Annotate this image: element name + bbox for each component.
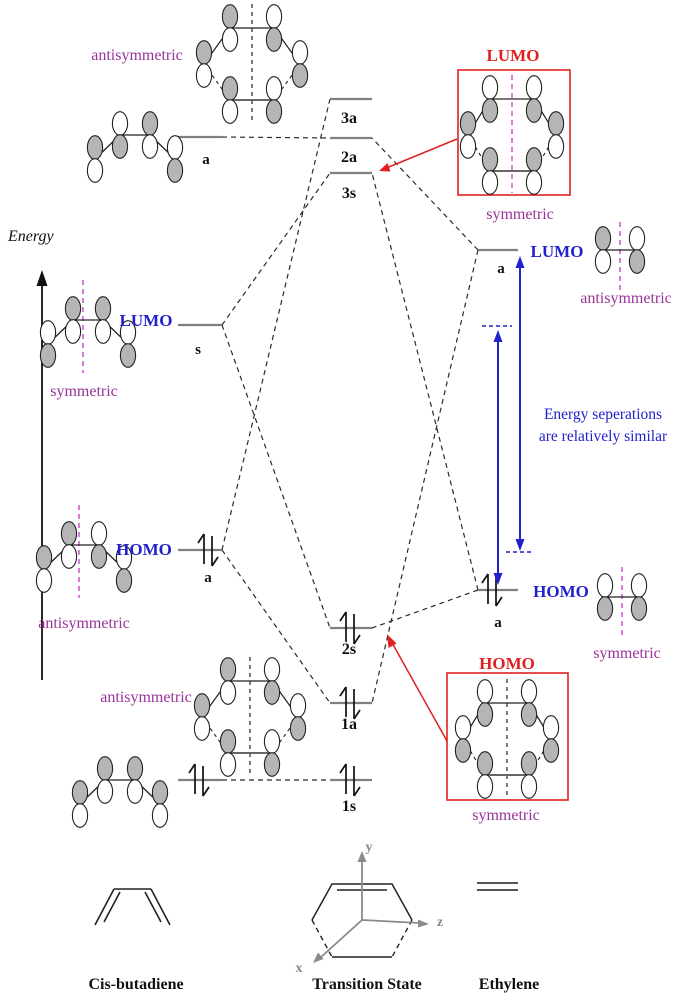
ts-level-2a-label: 2a — [341, 149, 357, 166]
cis-butadiene-structure — [95, 889, 170, 925]
ts-2a-hexagon-orbital — [196, 4, 307, 123]
axis-z-label: z — [436, 915, 444, 930]
butadiene-lumo-label: LUMO — [119, 311, 173, 330]
butadiene-psi4-sym-label: a — [202, 152, 210, 168]
homo-callout-box — [447, 673, 568, 800]
homo-callout-arrow — [387, 634, 447, 741]
ethylene-structure — [477, 883, 518, 890]
ethylene-lumo-sym-label: a — [497, 261, 505, 277]
energy-note-line1: Energy seperations — [543, 406, 663, 423]
ethylene-homo-orbital — [597, 567, 646, 639]
ethylene-name: Ethylene — [478, 976, 540, 993]
electron-pairs — [189, 534, 502, 796]
lumo-box-caption: symmetric — [486, 206, 554, 223]
ethylene-homo-caption: symmetric — [593, 645, 661, 662]
lumo-box-title: LUMO — [486, 46, 540, 65]
ts-level-1s-label: 1s — [341, 798, 357, 815]
ethylene-lumo-label: LUMO — [530, 242, 584, 261]
butadiene-lumo-sym-label: s — [195, 342, 201, 358]
transition-state-name: Transition State — [312, 976, 422, 993]
lumo-callout-box — [458, 70, 570, 195]
homo-box-title: HOMO — [479, 654, 535, 673]
transition-state-structure — [312, 851, 429, 963]
axis-y-label: y — [365, 840, 373, 855]
energy-note-line2: are relatively similar — [538, 428, 668, 445]
butadiene-psi1-orbital — [72, 757, 167, 828]
cis-butadiene-name: Cis-butadiene — [88, 976, 184, 993]
ts-1a-hexagon-orbital — [194, 657, 305, 776]
butadiene-homo-caption: antisymmetric — [38, 615, 130, 632]
butadiene-homo-label: HOMO — [116, 540, 172, 559]
ethylene-lumo-orbital — [595, 222, 644, 292]
axis-x-label: x — [295, 961, 303, 976]
ethylene-homo-sym-label: a — [494, 615, 502, 631]
homo-box-caption: symmetric — [472, 807, 540, 824]
upper-hexagon-caption: antisymmetric — [91, 47, 183, 64]
butadiene-psi4-orbital — [87, 112, 182, 183]
butadiene-lumo-caption: symmetric — [50, 383, 118, 400]
ts-level-2s-label: 2s — [341, 641, 357, 658]
energy-axis-label: Energy — [8, 228, 54, 245]
ts-level-1a-label: 1a — [341, 716, 357, 733]
ts-level-3a-label: 3a — [341, 110, 357, 127]
lower-hexagon-caption: antisymmetric — [100, 689, 192, 706]
ethylene-homo-label: HOMO — [533, 582, 589, 601]
ts-level-3s-label: 3s — [341, 185, 357, 202]
butadiene-homo-sym-label: a — [204, 570, 212, 586]
ethylene-lumo-caption: antisymmetric — [580, 290, 672, 307]
energy-gap-arrows — [482, 256, 534, 585]
lumo-callout-arrow — [379, 139, 457, 172]
